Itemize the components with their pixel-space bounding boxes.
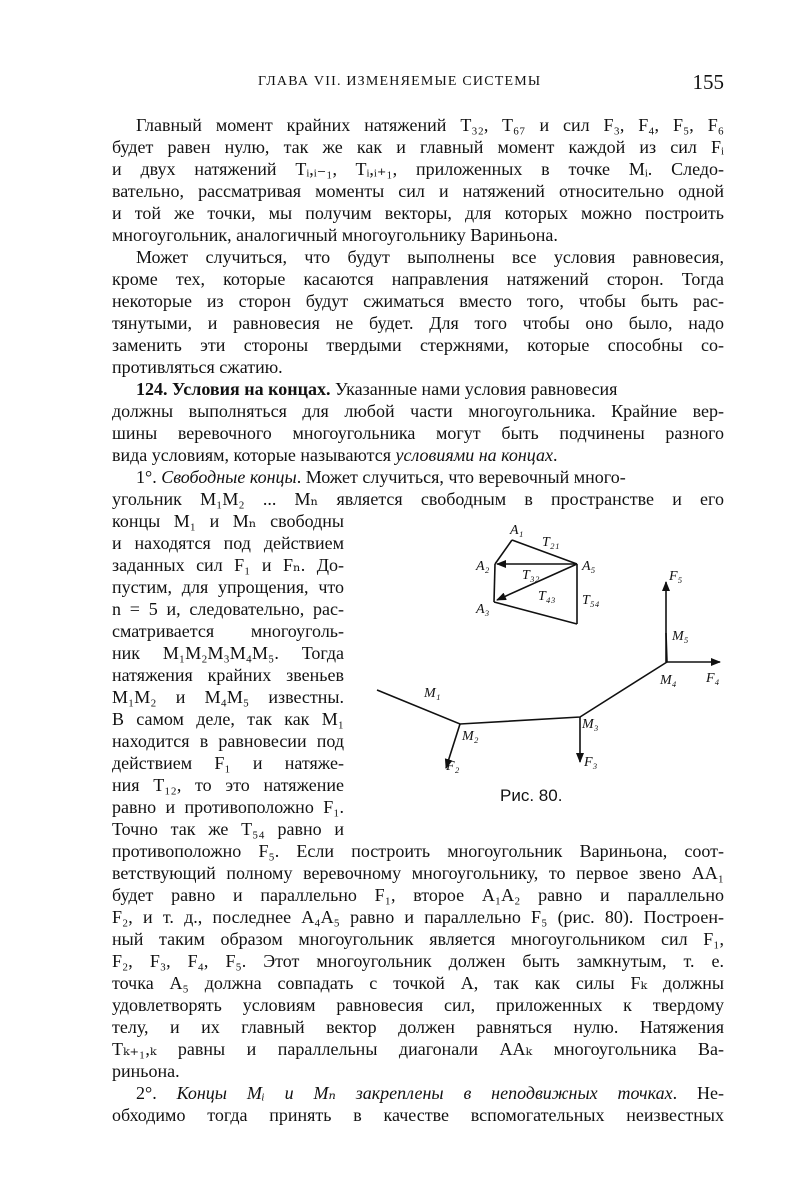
text-line: заменить эти стороны твердыми стержнями, которые способны со- — [112, 335, 724, 355]
text-line: Главный момент крайних натяжений T₃₂, T₆₇ и сил F₃, F₄, F₅, F₆ — [136, 115, 724, 135]
item-line — [112, 466, 724, 488]
fig-label: M₄ — [660, 673, 677, 688]
fig-label: T₅₄ — [582, 593, 600, 608]
text-line: риньона. — [112, 1061, 180, 1081]
varignon-edge — [494, 564, 495, 602]
text-line: В самом деле, так как M₁ — [112, 709, 344, 729]
section-title: Условия на концах. — [172, 379, 331, 399]
text-segment: . Не- — [672, 1083, 724, 1103]
text-line: пустим, для упрощения, что — [112, 577, 344, 597]
text-line: находится в равновесии под — [112, 731, 344, 751]
text-line: кроме тех, которые касаются направления натяжений сторон. Тогда — [112, 269, 724, 289]
text-line: концы M₁ и Mₙ свободны — [112, 511, 344, 531]
item-line — [112, 1082, 724, 1104]
text-line: телу, и их главный вектор должен равняться нулю. Натяжения — [112, 1017, 724, 1037]
text-line: ный таким образом многоугольник является многоугольником сил F₁, — [112, 929, 724, 949]
fig-label: F₃ — [584, 755, 598, 770]
text-segment: Указанные нами условия равновесия — [330, 379, 618, 399]
varignon-edge — [495, 540, 512, 564]
section-number: 124. — [136, 379, 168, 399]
text-segment: вида условиям, которые называются — [112, 445, 396, 465]
page-header — [112, 70, 724, 94]
fig-label: T₃₂ — [522, 568, 540, 583]
text-line: вида условиям, которые называются условиями на концах. — [112, 445, 558, 465]
text-line: M₁M₂ и M₄M₅ известны. — [112, 687, 344, 707]
text-line: заданных сил F₁ и Fₙ. До- — [112, 555, 344, 575]
fig-label: A₅ — [582, 559, 596, 574]
fig-label: T₂₁ — [542, 535, 560, 550]
text-line: будет равен нулю, так же как и главный момент каждой из сил Fᵢ — [112, 137, 724, 157]
text-line: Может случиться, что будут выполнены все условия равновесия, — [136, 247, 724, 267]
text-line: шины веревочного многоугольника могут быть подчинены разного — [112, 423, 724, 443]
fig-label: M₂ — [462, 729, 479, 744]
text-line: противоположно F₅. Если построить многоугольник Вариньона, соот- — [112, 841, 724, 861]
item-title: Концы Mᵢ и Mₙ закреплены в неподвижных точках — [176, 1083, 673, 1103]
text-line: ник M₁M₂M₃M₄M₅. Тогда — [112, 643, 344, 663]
fig-label: F₂ — [446, 759, 460, 774]
text-line: и двух натяжений Tᵢ,ᵢ₋₁, Tᵢ,ᵢ₊₁, приложенных в точке Mᵢ. Следо- — [112, 159, 724, 179]
text-line: удовлетворять условиям равновесия сил, приложенных к твердому — [112, 995, 724, 1015]
text-line: равно и противоположно F₁. — [112, 797, 344, 817]
fig-label: T₄₃ — [538, 589, 556, 604]
text-line: Точно так же T₅₄ равно и — [112, 819, 344, 839]
figure-caption: Рис. 80. — [500, 786, 563, 805]
text-line: вательно, рассматривая моменты сил и натяжений относительно одной — [112, 181, 724, 201]
funicular-polygon — [377, 633, 667, 724]
text-line: ния T₁₂, то это натяжение — [112, 775, 344, 795]
fig-label: M₃ — [582, 717, 599, 732]
page-number: 155 — [692, 70, 724, 94]
item-title: Свободные концы — [161, 467, 297, 487]
fig-label: A₁ — [510, 523, 524, 538]
figure-80 — [372, 512, 732, 812]
text-line: будет равно и параллельно F₁, второе A₁A₂ равно и параллельно — [112, 885, 724, 905]
text-line: противляться сжатию. — [112, 357, 283, 377]
text-line: и той же точки, мы получим векторы, для которых можно построить — [112, 203, 724, 223]
text-line: n = 5 и, следовательно, рас- — [112, 599, 344, 619]
fig-label: F₄ — [706, 671, 720, 686]
text-line: угольник M₁M₂ ... Mₙ является свободным в пространстве и его — [112, 489, 724, 509]
text-line: точка A₅ должна совпадать с точкой A, так как силы Fₖ должны — [112, 973, 724, 993]
item-marker: 1°. — [136, 467, 157, 487]
text-line: F₂, F₃, F₄, F₅. Этот многоугольник должен быть замкнутым, т. е. — [112, 951, 724, 971]
text-segment: . Может случиться, что веревочный много- — [296, 467, 626, 487]
varignon-edge — [494, 602, 577, 624]
fig-label: A₃ — [476, 602, 490, 617]
item-marker: 2°. — [136, 1083, 157, 1103]
fig-label: M₁ — [424, 686, 441, 701]
section-heading-line — [112, 378, 724, 400]
text-line: и находятся под действием — [112, 533, 344, 553]
text-line: должны выполняться для любой части многоугольника. Крайние вер- — [112, 401, 724, 421]
text-line: сматривается многоуголь- — [112, 621, 344, 641]
text-line: многоугольник, аналогичный многоугольнику Вариньона. — [112, 225, 558, 245]
fig-label: F₅ — [669, 569, 683, 584]
fig-label: M₅ — [672, 629, 689, 644]
emphasis-text: условиями на концах — [395, 445, 554, 465]
text-line: действием F₁ и натяже- — [112, 753, 344, 773]
running-title: ГЛАВА VII. ИЗМЕНЯЕМЫЕ СИСТЕМЫ — [258, 74, 542, 89]
text-line: натяжения крайних звеньев — [112, 665, 344, 685]
text-line: ветствующий полному веревочному многоугольнику, то первое звено AA₁ — [112, 863, 724, 883]
text-line: Tₖ₊₁,ₖ равны и параллельны диагонали AAₖ многоугольника Ва- — [112, 1039, 724, 1059]
text-line: обходимо тогда принять в качестве вспомогательных неизвестных — [112, 1105, 724, 1125]
text-line: тянутыми, и равновесия не будет. Для того чтобы оно было, надо — [112, 313, 724, 333]
fig-label: A₂ — [476, 559, 490, 574]
text-line: некоторые из сторон будут сжиматься вместо того, чтобы быть рас- — [112, 291, 724, 311]
text-line: F₂, и т. д., последнее A₄A₅ равно и параллельно F₅ (рис. 80). Построен- — [112, 907, 724, 927]
